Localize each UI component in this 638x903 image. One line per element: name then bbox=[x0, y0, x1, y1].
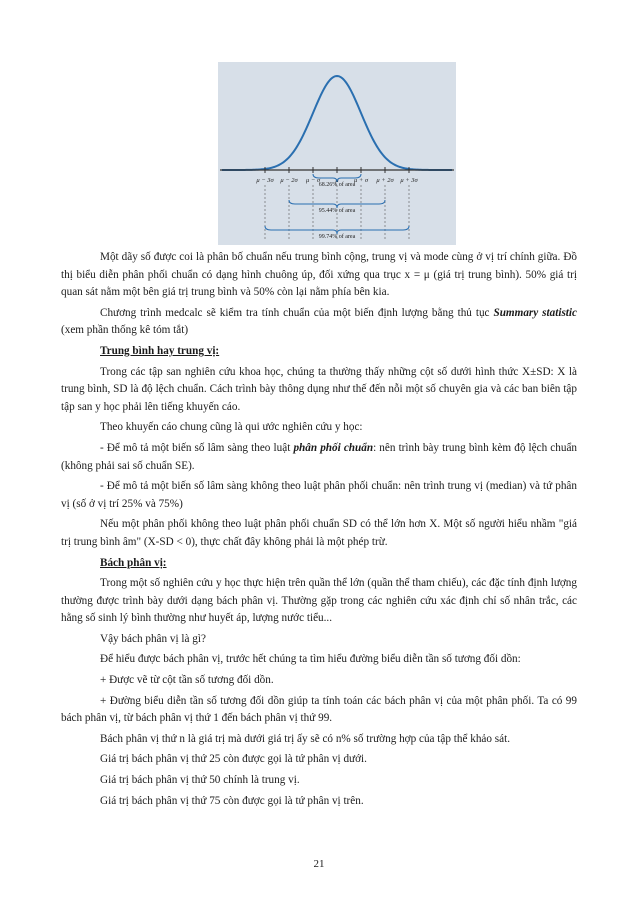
text-run: + Đường biểu diễn tần số tương đối dồn giúp ta tính toán các bách phân vị của một phân phối. Ta có 99 bách phân vị, từ bách phân vị thứ 1 đến bách phân vị thứ 99. bbox=[61, 694, 577, 725]
paragraph bbox=[61, 772, 577, 790]
paragraph bbox=[61, 249, 577, 302]
paragraph bbox=[61, 751, 577, 769]
paragraph bbox=[61, 672, 577, 690]
text-run: + Được vẽ từ cột tần số tương đối dồn. bbox=[100, 674, 274, 687]
normal-curve bbox=[222, 76, 452, 170]
text-run: Giá trị bách phân vị thứ 50 chính là trung vị. bbox=[100, 774, 300, 787]
paragraph bbox=[61, 575, 577, 628]
axis-tick-label: μ bbox=[335, 177, 339, 184]
paragraph bbox=[61, 478, 577, 513]
paragraph bbox=[61, 631, 577, 649]
area-label: 99.74% of area bbox=[318, 234, 356, 240]
text-run: Để hiểu được bách phân vị, trước hết chúng ta tìm hiểu đường biểu diễn tần số tương đối dồn: bbox=[100, 653, 521, 666]
paragraph bbox=[61, 731, 577, 749]
text-run: Trong các tập san nghiên cứu khoa học, chúng ta thường thấy những cột số dưới hình thức X±SD: X là trung bình, SD là độ lệch chuẩn. Cách trình bày thông dụng như thế đến nỗi một số chuyên gia và các ban biên tập tập san y học phải lên tiếng khuyến cáo. bbox=[61, 365, 577, 413]
text-run: Vậy bách phân vị là gì? bbox=[100, 632, 206, 645]
text-run: - Để mô tả một biến số lâm sàng không theo luật phân phối chuẩn: nên trình trung vị (median) và tứ phân vị (số ở vị trí 25% và 75%) bbox=[61, 480, 577, 510]
text-run: Trong một số nghiên cứu y học thực hiện trên quần thể lớn (quần thể tham chiếu), các đặc tính định lượng thường được trình bày dưới dạng bách phân vị. Thường gặp trong các nghiên cứu xác định chỉ số nhân trắc, các hằng số sinh lý bình thường như huyết áp, lượng nước tiểu... bbox=[61, 577, 577, 625]
text-run: Giá trị bách phân vị thứ 25 còn được gọi là tứ phân vị dưới. bbox=[100, 753, 367, 766]
body-text bbox=[61, 249, 577, 813]
axis-tick-label: μ − 2σ bbox=[280, 177, 298, 184]
paragraph bbox=[61, 305, 577, 340]
area-label: 95.44% of area bbox=[318, 208, 356, 214]
text-run: Bách phân vị: bbox=[100, 556, 167, 569]
text-run: Nếu một phân phối không theo luật phân phối chuẩn SD có thể lớn hơn X. Một số người hiểu nhầm "giá trị trung bình âm" (X-SD < 0), thực chất đây không phải là một phép trừ. bbox=[61, 518, 577, 548]
text-run: : nên trình bày trung bình kèm độ lệch chuẩn (không phải sai số chuẩn SE). bbox=[61, 441, 578, 472]
paragraph bbox=[61, 419, 577, 437]
text-run: Giá trị bách phân vị thứ 75 còn được gọi là tứ phân vị trên. bbox=[100, 794, 364, 807]
paragraph bbox=[61, 364, 577, 417]
paragraph bbox=[61, 516, 577, 551]
text-run: Một dãy số được coi là phân bố chuẩn nếu trung bình cộng, trung vị và mode cùng ở vị trí chính giữa. Đồ thị biểu diễn phân phối chuẩn có dạng hình chuông úp, đối xứng qua trục x = μ (giá trị trung bình). 50% giá trị quan sát nằm một bên giá trị trung bình và 50% còn lại nằm phía bên kia. bbox=[61, 251, 577, 299]
axis-tick-label: μ + σ bbox=[353, 177, 369, 184]
section-heading bbox=[61, 555, 577, 573]
page-number: 21 bbox=[313, 858, 325, 870]
text-run: - Để mô tả một biến số lâm sàng theo luật bbox=[100, 441, 294, 454]
paragraph bbox=[61, 693, 577, 728]
section-heading bbox=[61, 343, 577, 361]
text-run: Trung bình hay trung vị: bbox=[100, 344, 220, 357]
text-run: Chương trình medcalc sẽ kiểm tra tính chuẩn của một biến định lượng bằng thủ tục bbox=[100, 306, 494, 319]
normal-distribution-figure bbox=[218, 62, 456, 245]
text-run: phân phối chuẩn bbox=[293, 441, 374, 454]
text-run: (xem phần thống kê tóm tắt) bbox=[61, 324, 189, 337]
text-run: Bách phân vị thứ n là giá trị mà dưới giá trị ấy sẽ có n% số trường hợp của tập thể khảo sát. bbox=[100, 732, 510, 745]
text-run: Theo khuyến cáo chung cũng là qui ước nghiên cứu y học: bbox=[100, 421, 363, 434]
axis-tick-label: μ − 3σ bbox=[256, 177, 274, 184]
axis-tick-label: μ + 3σ bbox=[400, 177, 418, 184]
text-run: Summary statistic bbox=[493, 306, 577, 319]
area-label: 68.26% of area bbox=[318, 182, 356, 188]
paragraph bbox=[61, 793, 577, 811]
axis-tick-label: μ + 2σ bbox=[376, 177, 394, 184]
paragraph bbox=[61, 651, 577, 669]
paragraph bbox=[61, 440, 577, 475]
axis-tick-label: μ − σ bbox=[305, 177, 321, 184]
